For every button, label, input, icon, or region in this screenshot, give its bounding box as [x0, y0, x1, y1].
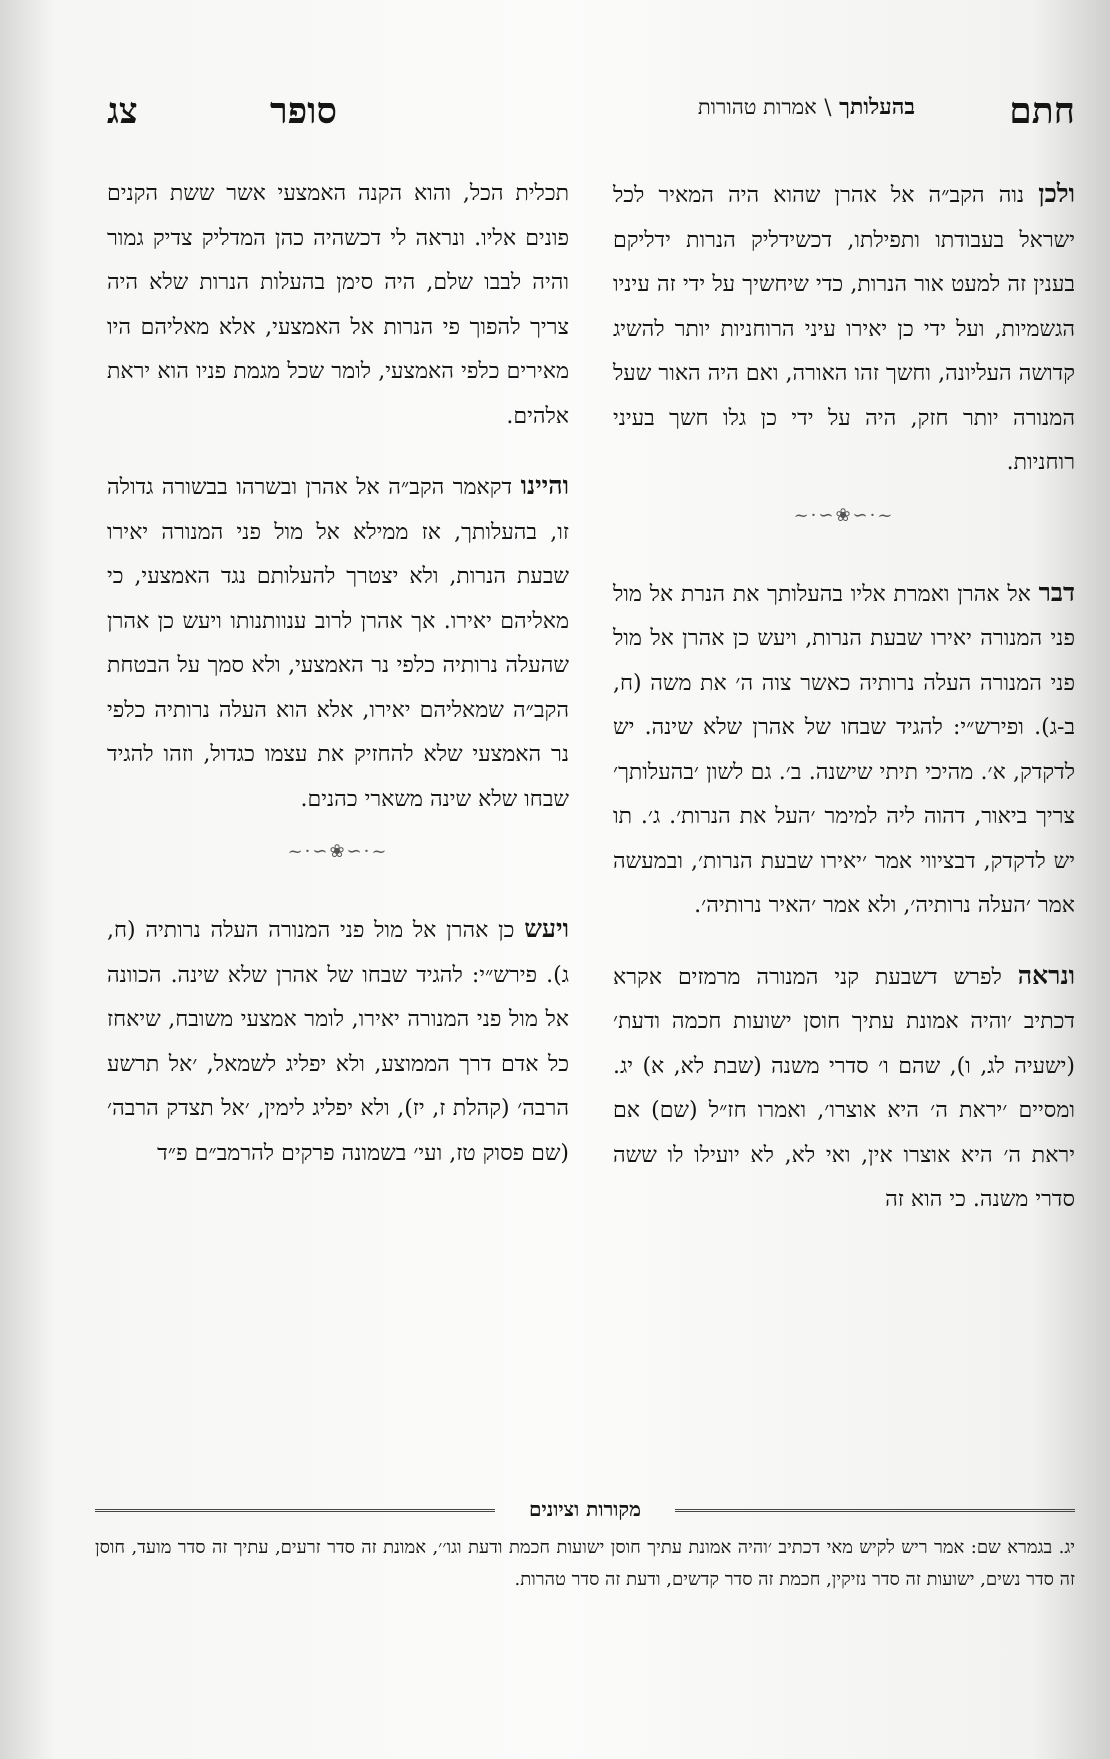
paragraph [613, 954, 1075, 1223]
paragraph-lead: דבר [1038, 577, 1076, 607]
paragraph [613, 571, 1075, 929]
paragraph [107, 907, 569, 1176]
header-title-center: סופר [270, 90, 337, 132]
paragraph-lead: ונראה [1017, 960, 1075, 990]
paragraph [107, 464, 569, 822]
left-column [107, 172, 569, 1176]
divider-line [95, 1509, 495, 1512]
paragraph-text: לפרש דשבעת קני המנורה מרמזים אקרא דכתיב ׳והיה אמונת עתיך חוסן ישועות חכמה ודעת׳ (ישעיה לג, ו), שהם ו׳ סדרי משנה (שבת לא, א) יג. ומסיים ׳יראת ה׳ היא אוצרו׳, ואמרו חז״ל (שם) אם יראת ה׳ היא אוצרו אין, ואי לא, לא יועילו לו ששה סדרי משנה. כי הוא זה [613, 964, 1075, 1212]
page-number: צג [107, 90, 138, 132]
running-header [95, 82, 1075, 142]
paragraph-text: נוה הקב״ה אל אהרן שהוא היה המאיר לכל ישראל בעבודתו ותפילתו, דכשידליק הנרות ידליקם בענין זה למעט אור הנרות, כדי שיחשיך על ידי זה עיניו הגשמיות, ועל ידי כן יאירו עיני הרוחניות יותר להשיג קדושה העליונה, וחשך זהו האורה, ואם היה האור שעל המנורה יותר חזק, היה על ידי כן גלו חשך בעיני רוחניות. [613, 183, 1075, 475]
header-parasha: בהעלותך [839, 94, 915, 120]
paragraph-text: כן אהרן אל מול פני המנורה העלה נרותיה (ח, ג). פירש״י: להגיד שבחו של אהרן שלא שינה. הכוונה אל מול פני המנורה יאירו, לומר אמצעי משובח, שיאחז כל אדם דרך הממוצע, ולא יפליג לשמאל, ׳אל תרשע הרבה׳ (קהלת ז, יז), ולא יפליג לימין, ׳אל תצדק הרבה׳ (שם פסוק טז, ועי׳ בשמונה פרקים להרמב״ם פ״ד [107, 918, 569, 1166]
paragraph-text: דקאמר הקב״ה אל אהרן ובשרהו בבשורה גדולה זו, בהעלותך, אז ממילא אל מול פני המנורה יאירו שבעת הנרות, ולא יצטרך להעלותם נגד האמצעי, כי מאליהם יאירו. אך אהרן לרוב ענוותנותו ויעש כן אהרן שהעלה נרותיה כלפי נר האמצעי, ולא סמך על הבטחת הקב״ה שמאליהם יאירו, אלא הוא העלה נרותיה כלפי נר האמצעי שלא להחזיק את עצמו כגדול, וזהו להגיד שבחו שלא שינה משארי כהנים. [107, 475, 569, 812]
paragraph-text: אל אהרן ואמרת אליו בהעלותך את הנרת אל מול פני המנורה יאירו שבעת הנרות, ויעש כן אהרן אל מול פני המנורה העלה נרותיה כאשר צוה ה׳ את משה (ח, ב-ג). ופירש״י: להגיד שבחו של אהרן שלא שינה. יש לדקדק, א׳. מהיכי תיתי שישנה. ב׳. גם לשון ׳בהעלותך׳ צריך ביאור, דהוה ליה למימר ׳העל את הנרות׳. ג׳. תו יש לדקדק, דבציווי אמר ׳יאירו שבעת הנרות׳, ובמעשה אמר ׳העלה נרותיה׳, ולא אמר ׳האיר נרותיה׳. [613, 581, 1075, 918]
paragraph-lead: ולכן [1038, 179, 1075, 208]
footnote-title: מקורות וציונים [529, 1497, 641, 1521]
paragraph-lead: והיינו [520, 471, 569, 500]
footnote-text: יג. בגמרא שם: אמר ריש לקיש מאי דכתיב ׳והיה אמונת עתיך חוסן ישועות חכמת ודעת וגו׳׳, אמונת זה סדר זרעים, עתיך זה סדר מועד, חוסן זה סדר נשים, ישועות זה סדר נזיקין, חכמת זה סדר קדשים, ודעת זה סדר טהרות. [95, 1537, 1075, 1590]
paragraph-text: תכלית הכל, והוא הקנה האמצעי אשר ששת הקנים פונים אליו. ונראה לי דכשהיה כהן המדליק צדיק גמור והיה לבבו שלם, היה סימן בהעלות הנרות שלא היה צריך להפוך פי הנרות אל האמצעי, אלא מאליהם היו מאירים כלפי האמצעי, לומר שכל מגמת פניו הוא יראת אלהים. [107, 181, 569, 429]
header-subtitle: אמרות טהורות [697, 95, 817, 119]
header-title-right: חתם [1009, 90, 1075, 132]
paragraph [107, 172, 569, 439]
book-page [95, 82, 1075, 1742]
paragraph [613, 172, 1075, 486]
ornament-divider: ~·∽❀∽·~ [793, 504, 895, 526]
paragraph-lead: ויעש [524, 914, 570, 943]
header-separator: \ [824, 95, 832, 119]
right-column [613, 172, 1075, 1223]
header-section [698, 94, 915, 120]
footnote-divider [95, 1499, 1075, 1523]
ornament-divider: ~·∽❀∽·~ [287, 841, 389, 862]
